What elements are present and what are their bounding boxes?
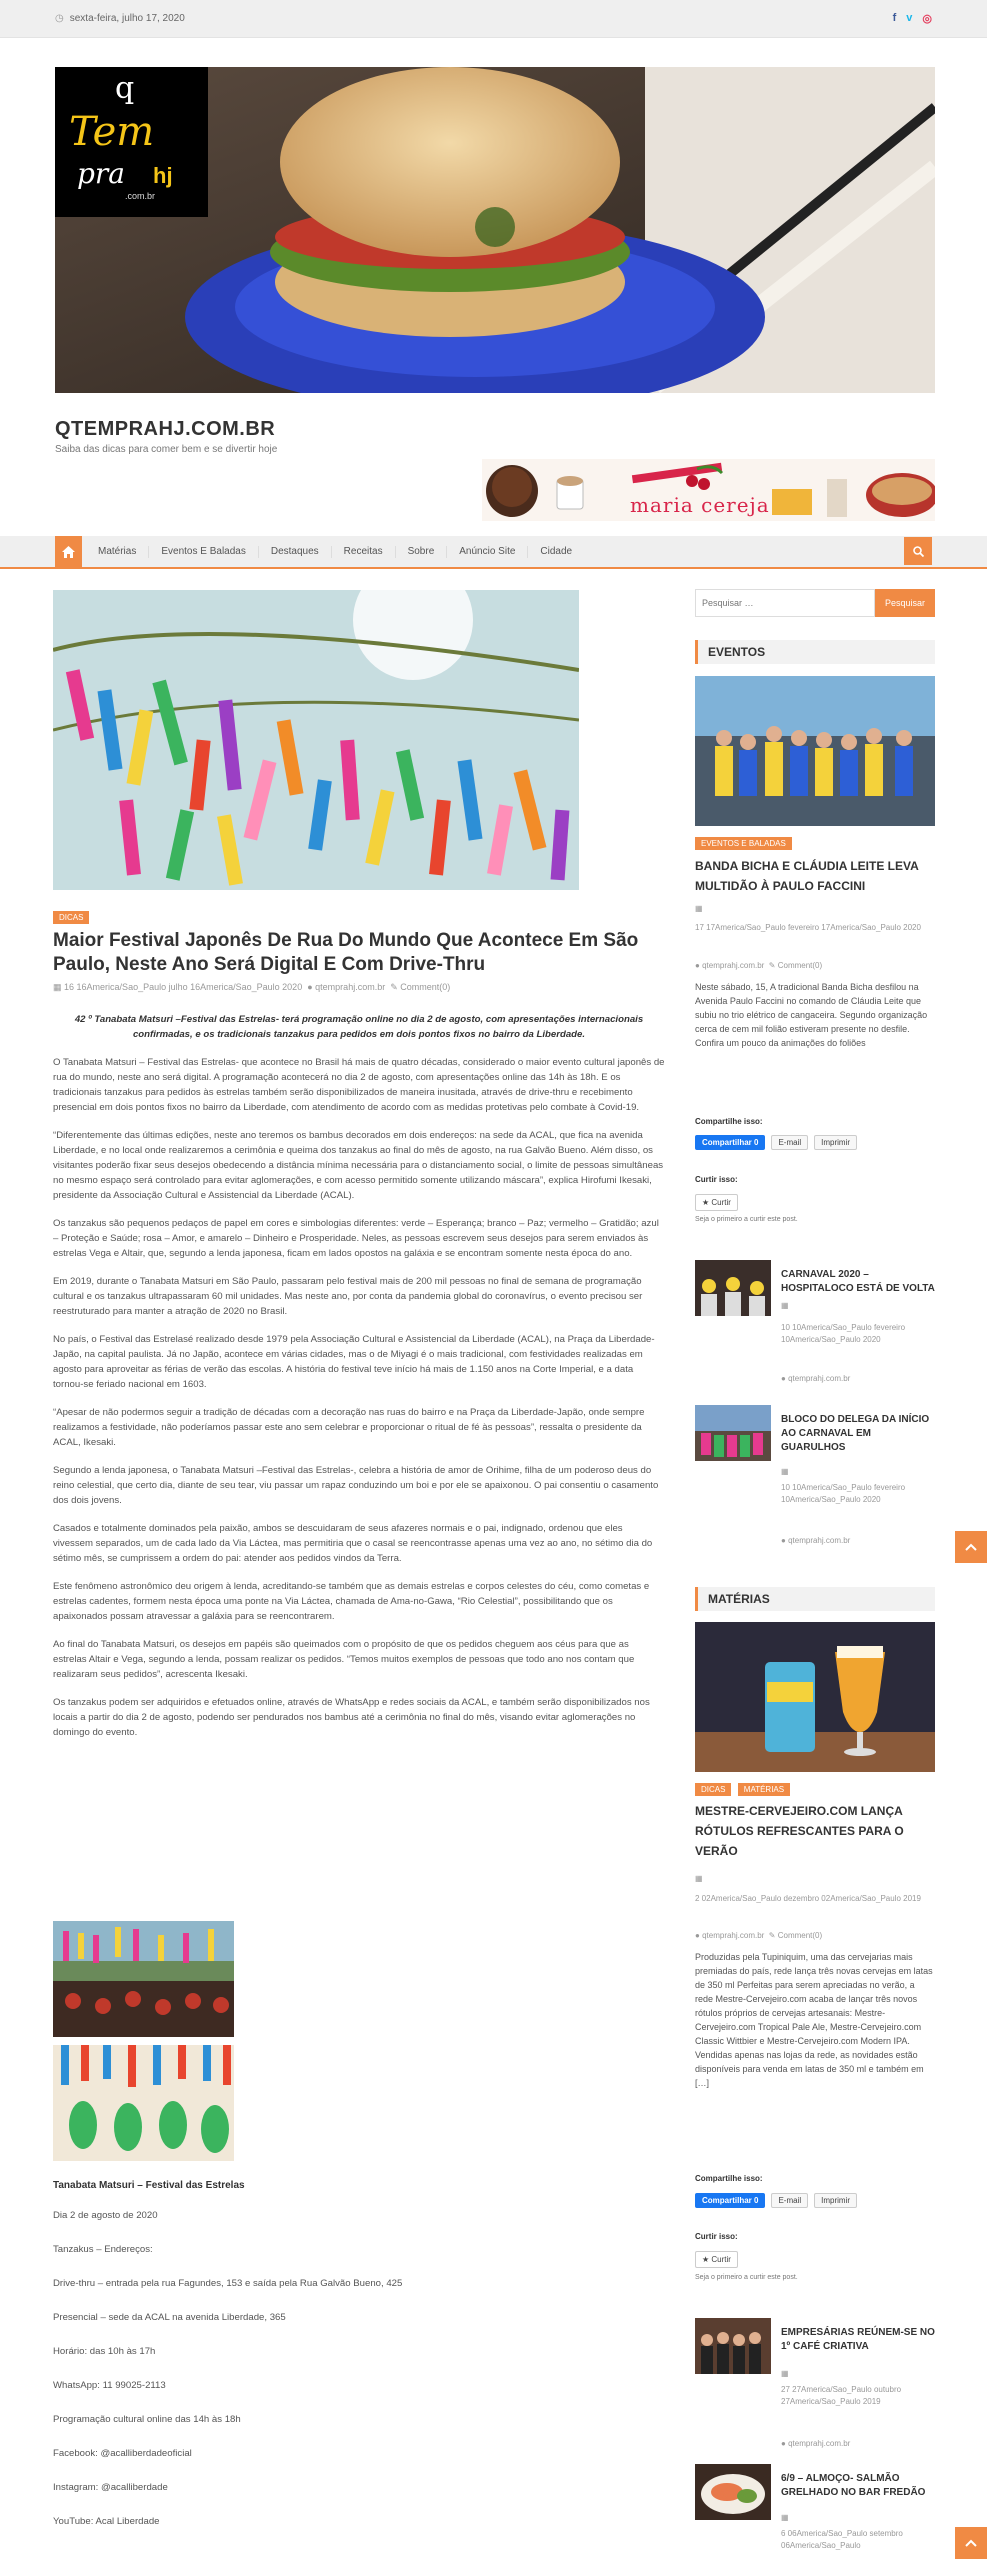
post-thumbnail[interactable] [695,2318,771,2374]
calendar-icon: ▦ [781,1467,789,1476]
post-title[interactable]: EMPRESÁRIAS REÚNEM-SE NO 1º CAFÉ CRIATIVA [781,2327,935,2352]
user-icon: ● [695,961,700,970]
search-button[interactable]: Pesquisar [875,589,935,617]
facebook-share-button[interactable]: Compartilhar 0 [695,2193,765,2208]
category-badge-eventos[interactable]: EVENTOS E BALADAS [695,837,792,850]
info-line: Programação cultural online das 14h às 18h [53,2414,241,2425]
vimeo-icon[interactable]: v [906,12,913,24]
print-button[interactable]: Imprimir [814,1135,857,1150]
social-links [893,12,932,25]
cafe-criativa-photo [695,2318,771,2374]
info-line: Horário: das 10h às 17h [53,2346,156,2357]
calendar-icon: ▦ [781,2369,789,2378]
post-thumbnail[interactable] [695,2464,771,2520]
home-button[interactable] [55,536,82,567]
post-date: 10 10America/Sao_Paulo fevereiro 10America/Sao_Paulo 2020 [781,1483,906,1504]
post-author: ● qtemprahj.com.br [781,1536,851,1545]
calendar-icon: ▦ [695,904,703,913]
user-icon: ● [781,1536,786,1545]
post-date: 27 27America/Sao_Paulo outubro 27America/Sao_Paulo 2019 [781,2385,902,2406]
materias-featured-categories [695,1781,793,1796]
comment-icon: ✎ [768,1931,776,1940]
like-label: Curtir isso: [695,2232,738,2241]
eventos-featured-date: 17 17America/Sao_Paulo fevereiro 17America/Sao_Paulo 2020 [695,923,921,932]
main-nav [0,536,987,569]
post-meta [781,1466,935,1478]
back-to-top-button[interactable] [955,2527,987,2559]
post-meta [53,982,653,993]
tanzaku-photo [53,590,579,890]
post-paragraph: Casados e totalmente dominados pela paixão, ambos se descuidaram de seus afazeres normais e o pai, indignado, ordenou que eles vivessem separados, um de cada lado da Via Láctea, mas permitiria que o casal se reencontrasse apenas uma vez ao ano, no sétimo dia do sétimo mês, se cumprissem a ordem do pai: atender aos pedidos vindos da Terra. [53,1523,653,1564]
nav-item-receitas[interactable]: Receitas [332,546,396,558]
materias-featured-date-text: 2 02America/Sao_Paulo dezembro 02America/Sao_Paulo 2019 [695,1894,921,1903]
post-title[interactable]: Maior Festival Japonês De Rua Do Mundo Que Acontece Em São Paulo, Neste Ano Será Digital E Com Drive-Thru [53,930,639,975]
post-meta [781,2512,935,2524]
post-author[interactable]: qtemprahj.com.br [315,982,386,992]
info-line: Presencial – sede da ACAL na avenida Liberdade, 365 [53,2312,286,2323]
post-title[interactable]: BLOCO DO DELEGA DA INÍCIO AO CARNAVAL EM GUARULHOS [781,1414,930,1453]
post-paragraph: “Diferentemente das últimas edições, neste ano teremos os bambus decorados em dois endereços: na sede da ACAL, que fica na avenida Liberdade, e no local onde realizaremos a cerimônia e queima dos tanzakus ao final do mês de agosto, na rua Galvão Bueno. Além disso, os visitantes poderão fixar seus desejos obedecendo a distância mínima necessária para o distanciamento social, o limite de pessoas simultâneas no mesmo espaço será controlado para evitar aglomerações, e com acesso permitido somente utilizando máscara”, explica Hirofumi Ikesaki, presidente da Associação Cultural e Assistencial da Liberdade (ACAL). [53,1130,664,1201]
calendar-icon: ▦ [781,1301,789,1310]
featured-image[interactable] [53,590,579,890]
post-body [53,1012,665,1753]
share-label: Compartilhe isso: [695,2174,763,2183]
share-buttons [695,2193,857,2208]
post-paragraph: No país, o Festival das Estrelasé realizado desde 1979 pela Associação Cultural e Assistencial da Liberdade (ACAL), na Praça da Liberdade-Japão, na capital paulista. Já no Japão, acontece em várias cidades, mas o de Miyagi é o mais tradicional, com festividades realizadas em agosto para aproveitar as férias de verão das escolas. A história do festival teve início há mais de 1.150 anos na Corte Imperial, e a data tornou-se feriado nacional em 1603. [53,1334,655,1390]
gallery-caption: Tanabata Matsuri – Festival das Estrelas [53,2180,245,2191]
hospitaloco-photo [695,1260,771,1316]
post-lead: 42 º Tanabata Matsuri –Festival das Estrelas- terá programação online no dia 2 de agosto, com apresentações internacionais confirmadas, e os tradicionais tanzakus para pedidos em dois pontos fixos no bairro da Liberdade. [74,1014,644,1040]
calendar-icon: ▦ [695,1874,703,1883]
festival-photo-2 [53,2045,234,2161]
post-paragraph: Em 2019, durante o Tanabata Matsuri em São Paulo, passaram pelo festival mais de 200 mil pessoas no final de semana de programação cultural e os tanzakus ultrapassaram 60 mil unidades. Mas neste ano, por conta da pandemia global do coronavírus, o evento precisou ser reestruturado para manter a atração de 2020 no Brasil. [53,1276,643,1317]
nav-item-destaques[interactable]: Destaques [259,546,332,558]
email-share-button[interactable]: E-mail [771,2193,808,2208]
logo-pra: pra [77,157,126,190]
like-button[interactable]: ★ Curtir [695,1194,738,1211]
share-label: Compartilhe isso: [695,1117,763,1126]
email-share-button[interactable]: E-mail [771,1135,808,1150]
post-thumbnail[interactable] [695,1405,771,1461]
instagram-icon[interactable]: ◎ [922,13,932,25]
gallery-image[interactable] [53,2045,234,2161]
nav-item-anuncio[interactable]: Anúncio Site [447,546,528,558]
calendar-icon: ▦ [781,2513,789,2522]
bloco-delega-photo [695,1405,771,1461]
post-title[interactable]: 6/9 – ALMOÇO- SALMÃO GRELHADO NO BAR FREDÃO [781,2473,926,2498]
like-first-text: Seja o primeiro a curtir este post. [695,2274,798,2281]
calendar-icon: ▦ [53,982,62,992]
materias-featured-comments[interactable]: Comment(0) [777,1931,823,1940]
user-icon: ● [781,2439,786,2448]
nav-item-sobre[interactable]: Sobre [396,546,448,558]
salmao-photo [695,2464,771,2520]
festival-photo-1 [53,1921,234,2037]
comment-icon: ✎ [768,961,776,970]
post-paragraph: “Apesar de não podermos seguir a tradição de décadas com a decoração nas ruas do bairro e na Praça da Liberdade-Japão, onde sempre realizamos a festividade, não poderíamos passar este ano sem celebrar e proporcionar o ritual de fé às pessoas”, ressalta o presidente da ACAL, Ikesaki. [53,1407,645,1448]
materias-featured-title[interactable]: MESTRE-CERVEJEIRO.COM LANÇA RÓTULOS REFRESCANTES PARA O VERÃO [695,1804,904,1858]
current-date: ◷ sexta-feira, julho 17, 2020 [55,13,185,24]
like-first-text: Seja o primeiro a curtir este post. [695,1216,798,1223]
info-line: Tanzakus – Endereços: [53,2244,153,2255]
post-date: 10 10America/Sao_Paulo fevereiro 10America/Sao_Paulo 2020 [781,1323,906,1344]
search-input[interactable] [695,589,875,617]
back-to-top-button[interactable] [955,1531,987,1563]
user-icon: ● [781,1374,786,1383]
post-date: 6 06America/Sao_Paulo setembro 06America/Sao_Paulo [781,2529,903,2550]
post-paragraph: O Tanabata Matsuri – Festival das Estrelas- que acontece no Brasil há mais de quatro décadas, considerado o maior evento cultural japonês de rua do mundo, neste ano será digital. A programação acontecerá no dia 2 de agosto, com apresentações online das 14h às 18h. E os tradicionais tanzakus para pedidos às estrelas também serão disponibilizados de maneira inusitada, através de drive-thru e recebimento presencial em dois pontos fixos no bairro da Liberdade, com atendimento de acordo com as medidas protetivas pelo combate à Covid-19. [53,1057,665,1113]
materias-featured-meta [695,1930,935,1942]
nav-search-button[interactable] [904,537,932,565]
site-logo[interactable] [55,67,208,217]
chevron-up-icon [965,2539,977,2547]
user-icon: ● [307,982,313,992]
search-icon [913,546,924,557]
materias-featured-author[interactable]: qtemprahj.com.br [702,1931,765,1940]
site-description: Saiba das dicas para comer bem e se divertir hoje [55,444,278,455]
post-paragraph: Os tanzakus podem ser adquiridos e efetuados online, através de WhatsApp e redes sociais da ACAL, e também serão disponibilizados nos locais a partir do dia 2 de agosto, podendo ser pendurados nos bambus até a cerimônia no final do mês, visando evitar aglomerações no domingo do evento. [53,1697,650,1738]
materias-featured-excerpt: Produzidas pela Tupiniquim, uma das cervejarias mais premiadas do país, rede lança três novas cervejas em latas de 350 ml Perfeitas para serem apreciadas no verão, a rede Mestre-Cervejeiro.com acaba de lançar três novos rótulos próprios de cervejas artesanais: Mestre-Cervejeiro.com Tropical Pale Ale, Mestre-Cervejeiro.com Classic Wittbier e Mestre-Cervejeiro.com Modern IPA. Vendidas apenas nas lojas da rede, as novidades estão disponíveis para venda em latas de 350 ml e também em […] [695,1952,933,2088]
top-bar [0,0,987,38]
post-paragraph: Segundo a lenda japonesa, o Tanabata Matsuri –Festival das Estrelas-, celebra a história de amor de Orihime, filha de um poderoso deus do reino celestial, que certo dia, diante de seu tear, viu passar um rapaz conduzindo um boi e por ele se apaixonou. O pai consentiu o casamento dos dois jovens. [53,1465,659,1506]
facebook-icon[interactable]: f [892,12,897,24]
category-badge-dicas[interactable]: DICAS [695,1783,731,1796]
post-category [53,909,92,924]
sidebar-search [695,589,935,617]
logo-q: q [115,71,135,106]
post-paragraph: Este fenômeno astronômico deu origem à lenda, acreditando-se também que as demais estrelas e corpos celestes do céu, como cometas e estrelas cadentes, formem nesta época uma ponte na Via Láctea, chamada de Ama-no-Gawa, “Rio Celestial”, possibilitando que os apaixonados possam atravessar a galáxia para se reencontrarem. [53,1581,650,1622]
eventos-featured-author[interactable]: qtemprahj.com.br [702,961,765,970]
comment-icon: ✎ [390,982,398,992]
info-line: Drive-thru – entrada pela rua Fagundes, 153 e saída pela Rua Galvão Bueno, 425 [53,2278,403,2289]
widget-title-eventos: EVENTOS [695,640,935,664]
chevron-up-icon [965,1543,977,1551]
ad-brand: maria cereja [630,493,770,517]
info-line[interactable]: YouTube: Acal Liberdade [53,2516,160,2527]
category-badge-materias[interactable]: MATÉRIAS [738,1783,790,1796]
info-line[interactable]: Facebook: @acalliberdadeoficial [53,2448,192,2459]
post-author: ● qtemprahj.com.br [781,2439,851,2448]
category-badge-dicas[interactable]: DICAS [53,911,89,924]
eventos-featured-image[interactable] [695,676,935,826]
eventos-featured-meta [695,960,935,972]
gallery-image[interactable] [53,1921,234,2037]
carnival-crowd-photo [695,676,935,826]
info-line: Dia 2 de agosto de 2020 [53,2210,158,2221]
beer-photo [695,1622,935,1772]
nav-item-cidade[interactable]: Cidade [540,545,573,557]
post-date: 16 16America/Sao_Paulo julho 16America/Sao_Paulo 2020 [64,982,303,992]
facebook-share-button[interactable]: Compartilhar 0 [695,1135,765,1150]
post-gallery [53,1921,234,2169]
eventos-featured-title[interactable]: BANDA BICHA E CLÁUDIA LEITE LEVA MULTIDÃO À PAULO FACCINI [695,859,919,893]
post-meta [781,2368,935,2380]
post-author: ● qtemprahj.com.br [781,1374,851,1383]
like-label: Curtir isso: [695,1175,738,1184]
user-icon: ● [695,1931,700,1940]
eventos-featured-comments[interactable]: Comment(0) [777,961,823,970]
logo-com: .com.br [125,191,156,201]
info-line: WhatsApp: 11 99025-2113 [53,2380,166,2391]
event-info-list [53,2210,553,2550]
header-banner[interactable] [55,67,935,393]
home-icon [62,546,75,558]
materias-featured-date [695,1873,935,1885]
post-paragraph: Ao final do Tanabata Matsuri, os desejos em papéis são queimados com o propósito de que os pedidos cheguem aos céus para que as estrelas Altair e Vega, segundo a lenda, possam realizar os pedidos. “Temos muitos exemplos de pessoas que todo ano nos contam que realizaram seus pedidos”, acrescenta Ikesaki. [53,1639,635,1680]
logo-hj: hj [153,163,173,188]
ad-banner[interactable] [482,459,935,521]
nav-item-eventos[interactable]: Eventos E Baladas [149,546,259,558]
print-button[interactable]: Imprimir [814,2193,857,2208]
post-paragraph: Os tanzakus são pequenos pedaços de papel em cores e simbologias diferentes: verde – Esperança; branco – Paz; vermelho – Gratidão; azul – Proteção e Saúde; rosa – Amor, e amarelo – Dinheiro e Prosperidade. Neles, as pessoas escrevem seus desejos para serem enviados às estrelas Vega e Altair, que, segundo a lenda japonesa, ficam em lados opostos na galáxia e se encontram somente nesta época do ano. [53,1218,659,1259]
nav-item-materias[interactable]: Matérias [86,546,149,558]
site-title[interactable]: QTEMPRAHJ.COM.BR [55,418,276,440]
eventos-featured-excerpt: Neste sábado, 15, A tradicional Banda Bicha desfilou na Avenida Paulo Faccini no comando de Cláudia Leite que subiu no trio elétrico de cangaceira. Segundo organização cerca de cem mil folião estiveram presente no desfile. Confira um pouco da animações do foliões [695,982,928,1048]
widget-title-materias: MATÉRIAS [695,1587,935,1611]
logo-tem: Tem [69,109,155,155]
post-title[interactable]: CARNAVAL 2020 – HOSPITALOCO ESTÁ DE VOLTA [781,1269,935,1294]
share-buttons [695,1135,857,1150]
materias-featured-image[interactable] [695,1622,935,1772]
eventos-featured-category [695,835,795,850]
post-thumbnail[interactable] [695,1260,771,1316]
info-line[interactable]: Instagram: @acalliberdade [53,2482,168,2493]
clock-icon: ◷ [55,13,64,24]
like-button[interactable]: ★ Curtir [695,2251,738,2268]
post-comments[interactable]: Comment(0) [400,982,451,992]
